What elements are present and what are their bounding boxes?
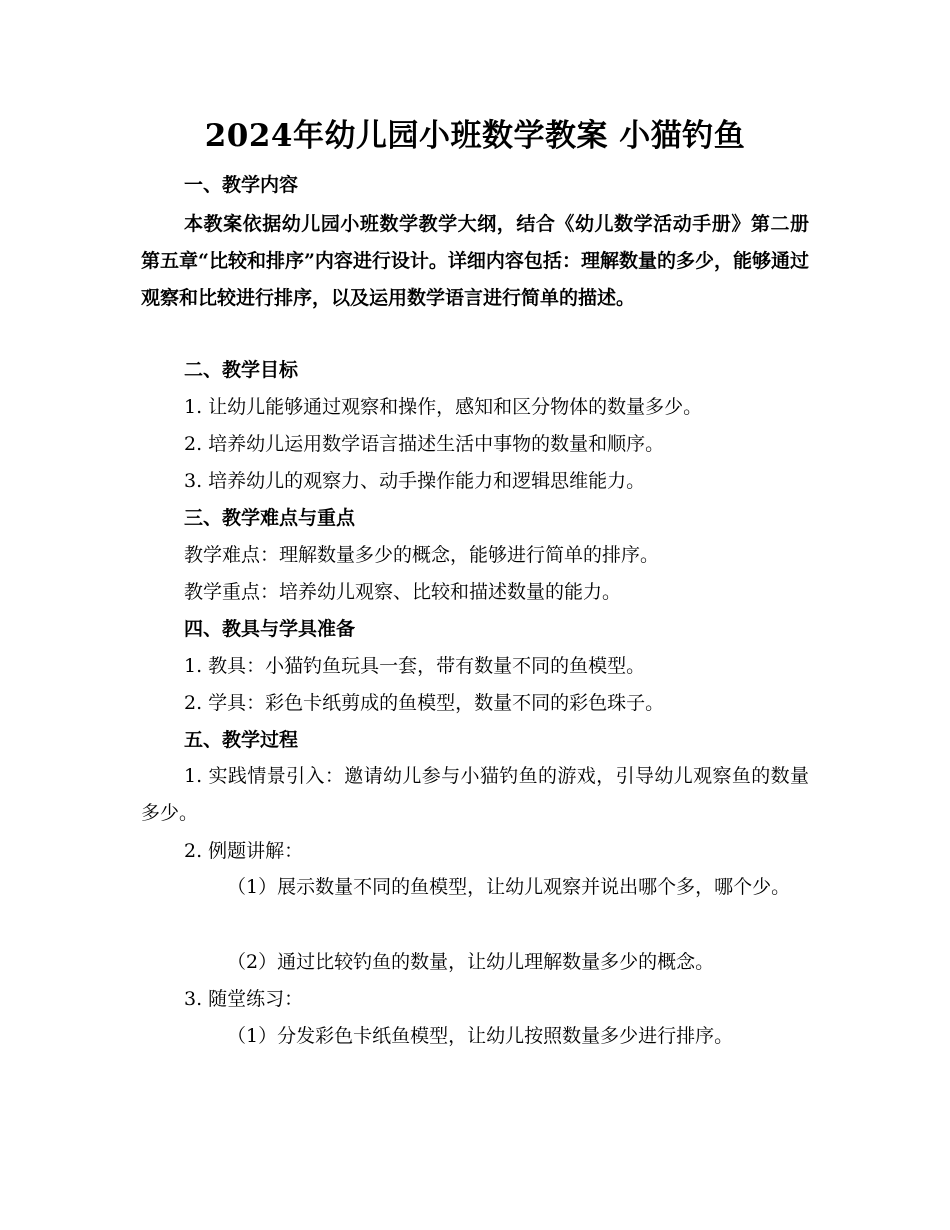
process-subitem-3: （1）分发彩色卡纸鱼模型，让幼儿按照数量多少进行排序。 <box>227 1025 734 1047</box>
difficulty-item: 教学难点：理解数量多少的概念，能够进行简单的排序。 <box>184 544 660 566</box>
objective-item-1: 1. 让幼儿能够通过观察和操作，感知和区分物体的数量多少。 <box>184 396 703 418</box>
section-heading-objectives: 二、教学目标 <box>184 359 299 381</box>
section-heading-materials: 四、教具与学具准备 <box>184 618 356 640</box>
materials-item-1: 1. 教具：小猫钓鱼玩具一套，带有数量不同的鱼模型。 <box>184 655 646 677</box>
process-item-1: 1. 实践情景引入：邀请幼儿参与小猫钓鱼的游戏，引导幼儿观察鱼的数量多少。 <box>141 765 809 824</box>
process-subitem-2: （2）通过比较钓鱼的数量，让幼儿理解数量多少的概念。 <box>227 951 715 973</box>
objective-item-3: 3. 培养幼儿的观察力、动手操作能力和逻辑思维能力。 <box>184 470 646 492</box>
key-point-item: 教学重点：培养幼儿观察、比较和描述数量的能力。 <box>184 581 622 603</box>
section-heading-difficulties: 三、教学难点与重点 <box>184 507 356 529</box>
materials-item-2: 2. 学具：彩色卡纸剪成的鱼模型，数量不同的彩色珠子。 <box>184 692 665 714</box>
objective-item-2: 2. 培养幼儿运用数学语言描述生活中事物的数量和顺序。 <box>184 433 665 455</box>
section-heading-content: 一、教学内容 <box>184 174 299 196</box>
process-subitem-1: （1）展示数量不同的鱼模型，让幼儿观察并说出哪个多，哪个少。 <box>227 876 791 898</box>
content-paragraph: 本教案依据幼儿园小班数学教学大纲，结合《幼儿数学活动手册》第二册第五章“比较和排序”内容进行设计。详细内容包括：理解数量的多少，能够通过观察和比较进行排序，以及运用数学语言进行简单的描述。 <box>141 213 809 309</box>
process-item-2: 2. 例题讲解： <box>184 840 304 862</box>
document-title: 2024年幼儿园小班数学教案 小猫钓鱼 <box>204 118 746 154</box>
section-heading-process: 五、教学过程 <box>184 729 299 751</box>
process-item-3: 3. 随堂练习： <box>184 988 304 1010</box>
